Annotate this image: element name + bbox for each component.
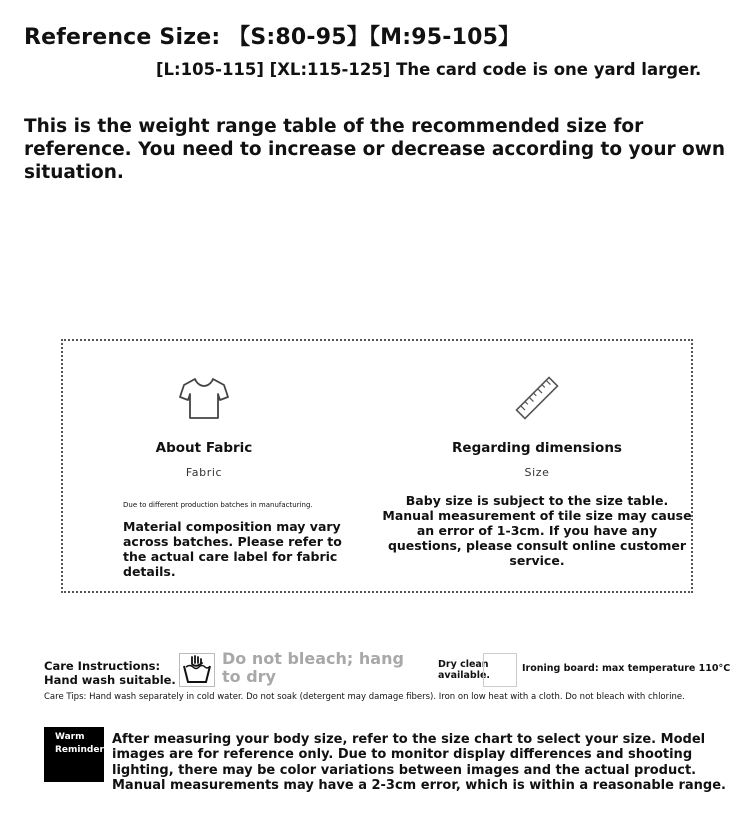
care-tips: Care Tips: Hand wash separately in cold water. Do not soak (detergent may damage fibers). Iron on low heat with a cloth. Do not bleach with chlorine. [44,692,685,702]
dimensions-heading: Regarding dimensions [452,440,622,456]
dimensions-body: Baby size is subject to the size table. Manual measurement of tile size may cause an error of 1-3cm. If you have any questions, please consult online customer service. [382,493,692,568]
hand-wash-icon [179,653,215,687]
tshirt-icon [178,375,230,425]
dry-label-line2: available. [438,670,491,681]
reference-size-subline: [L:105-115] [XL:115-125] The card code is one yard larger. [156,60,702,79]
fabric-section [63,341,345,591]
info-card [61,339,693,593]
dimensions-section [381,341,693,591]
fabric-subheading: Fabric [185,466,223,479]
no-bleach-text: Do not bleach; hang to dry [222,649,404,686]
warm-reminder-label [55,731,104,757]
ironing-label: Ironing board: max temperature 110°C [522,663,731,674]
care-label-line2: Hand wash suitable. [44,673,176,687]
dry-clean-icon-box [483,653,517,687]
reference-size-title: Reference Size: 【S:80-95】【M:95-105】 [24,25,521,50]
care-label-line1: Care Instructions: [44,659,161,673]
ruler-icon [512,375,562,425]
dimensions-subheading: Size [524,466,550,479]
fabric-small-note: Due to different production batches in manufacturing. [123,501,313,509]
dry-label-line1: Dry clean [438,659,489,670]
reminder-label-line2: Reminder [55,745,104,755]
reminder-text: After measuring your body size, refer to the size chart to select your size. Model images are for reference only. Due to monitor display differences and shooting lighting, there may be color variations between images and the actual product. Manual measurements may have a 2-3cm error, which is within a reasonable range. [112,732,726,793]
reminder-label-line1: Warm [55,732,85,742]
intro-paragraph: This is the weight range table of the recommended size for reference. You need to increase or decrease according to your own situation. [24,116,726,183]
care-instructions-label [44,659,176,687]
fabric-heading: About Fabric [155,440,253,456]
fabric-body: Material composition may vary across batches. Please refer to the actual care label for fabric details. [123,519,342,579]
